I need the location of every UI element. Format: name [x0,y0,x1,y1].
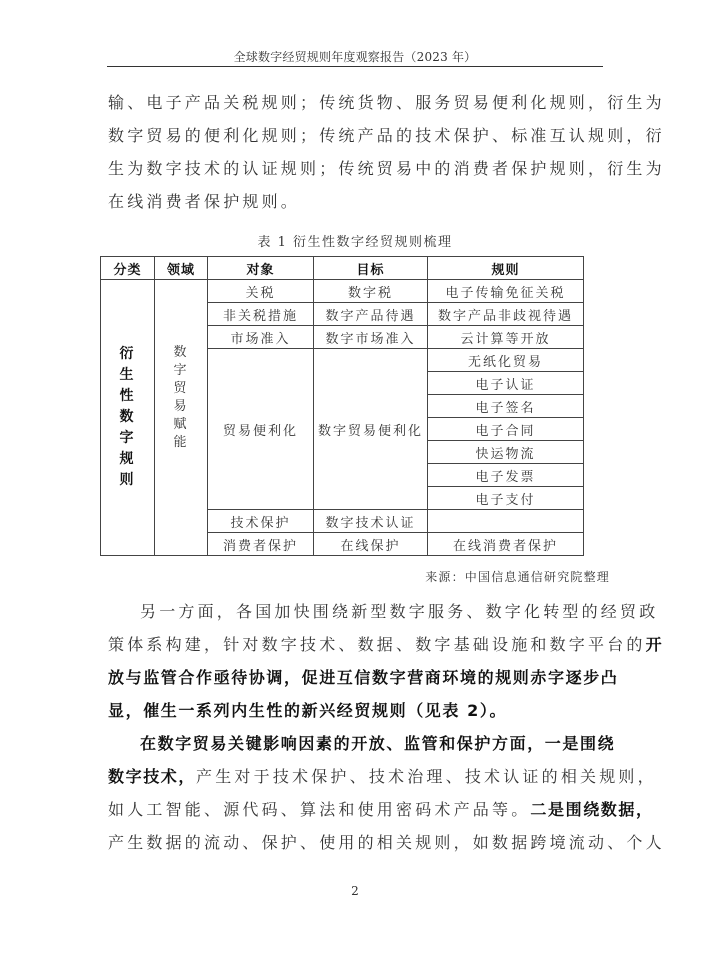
goal-cell: 数字技术认证 [314,510,428,533]
paragraph-line: 显，催生一系列内生性的新兴经贸规则（见表 2）。 [108,701,508,720]
rule-cell: 云计算等开放 [428,326,584,349]
rule-cell: 电子合同 [428,418,584,441]
header-goal: 目标 [314,257,428,280]
goal-cell: 数字市场准入 [314,326,428,349]
paragraph-line: 输、电子产品关税规则；传统货物、服务贸易便利化规则，衍生为 [108,93,665,112]
rule-cell: 数字产品非歧视待遇 [428,303,584,326]
table-header-row [101,257,584,280]
rule-cell: 电子支付 [428,487,584,510]
rule-cell: 电子发票 [428,464,584,487]
rule-cell: 在线消费者保护 [428,533,584,556]
paragraph-line: 产生数据的流动、保护、使用的相关规则，如数据跨境流动、个人 [108,833,665,852]
paragraph-line: 数字贸易的便利化规则；传统产品的技术保护、标准互认规则，衍 [108,126,665,145]
header-domain: 领域 [155,257,208,280]
object-cell: 技术保护 [208,510,314,533]
paragraph-line: 生为数字技术的认证规则；传统贸易中的消费者保护规则，衍生为 [108,159,665,178]
table-caption: 表 1 衍生性数字经贸规则梳理 [257,235,453,250]
header-object: 对象 [208,257,314,280]
paragraph-line: 如人工智能、源代码、算法和使用密码术产品等。二是围绕数据， [108,800,654,819]
rule-cell: 快运物流 [428,441,584,464]
table-source: 来源：中国信息通信研究院整理 [425,570,610,584]
goal-cell: 数字贸易便利化 [314,349,428,510]
category-cell: 衍 生 性 数 字 规 则 [101,280,155,556]
paragraph-line: 在线消费者保护规则。 [108,192,301,211]
paragraph-line: 在数字贸易关键影响因素的开放、监管和保护方面，一是围绕 [140,734,616,753]
header-rule: 规则 [428,257,584,280]
rule-cell: 电子认证 [428,372,584,395]
header-category: 分类 [101,257,155,280]
table-row [101,280,584,303]
paragraph-line: 另一方面，各国加快围绕新型数字服务、数字化转型的经贸政 [140,602,659,621]
goal-cell: 数字税 [314,280,428,303]
page-number: 2 [351,884,359,898]
running-header: 全球数字经贸规则年度观察报告（2023 年） [233,50,477,64]
goal-cell: 在线保护 [314,533,428,556]
rule-cell [428,510,584,533]
paragraph-1 [108,86,665,218]
paragraph-2 [108,595,664,727]
header-rule [107,66,603,67]
paragraph-line: 放与监管合作亟待协调，促进互信数字营商环境的规则赤字逐步凸 [108,668,619,687]
paragraph-line: 数字技术，产生对于技术保护、技术治理、技术认证的相关规则， [108,767,657,786]
paragraph-3 [108,727,665,859]
object-cell: 非关税措施 [208,303,314,326]
object-cell: 消费者保护 [208,533,314,556]
goal-cell: 数字产品待遇 [314,303,428,326]
derivative-rules-table [100,256,584,556]
object-cell: 市场准入 [208,326,314,349]
rule-cell: 电子传输免征关税 [428,280,584,303]
domain-cell: 数 字 贸 易 赋 能 [155,280,208,556]
paragraph-line: 策体系构建，针对数字技术、数据、数字基础设施和数字平台的开 [108,635,664,654]
object-cell: 关税 [208,280,314,303]
object-cell: 贸易便利化 [208,349,314,510]
rule-cell: 电子签名 [428,395,584,418]
rule-cell: 无纸化贸易 [428,349,584,372]
